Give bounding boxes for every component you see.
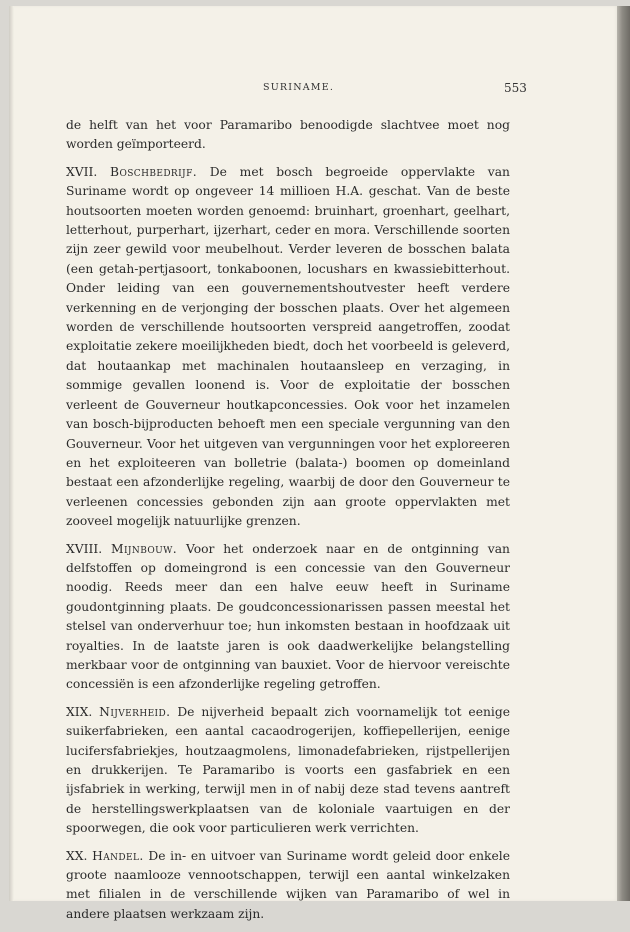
section-heading: Nijverheid.	[99, 704, 171, 719]
section-numeral: XX.	[66, 848, 88, 863]
page-header	[10, 82, 618, 98]
page-number: 553	[504, 81, 527, 95]
section-boschbedrijf	[66, 163, 510, 532]
section-numeral: XVII.	[66, 164, 98, 179]
paragraph-text: Voor het onderzoek naar en de ontginning van delfstoffen op domeingrond is een concessie van den Gouverneur noodig. Reeds meer dan een halve eeuw heeft in Suriname goudontginning plaats. De goudconcessionarissen passen meestal het stelsel van onderverhuur toe; hun inkomsten bestaan in hoofdzaak uit royalties. In de laatste jaren is ook daadwerkelijke belangstelling merkbaar voor de ontginning van bauxiet. Voor de hiervoor vereischte concessiën is een afzonderlijke regeling getroffen.	[66, 541, 510, 692]
section-nijverheid	[66, 703, 510, 839]
section-heading: Mijnbouw.	[110, 541, 178, 556]
section-mijnbouw	[66, 540, 510, 695]
section-heading: Boschbedrijf.	[110, 164, 198, 179]
section-heading: Handel.	[92, 848, 144, 863]
section-handel	[66, 847, 510, 925]
page-gutter	[9, 6, 14, 901]
paragraph-text: De met bosch begroeide oppervlakte van Suriname wordt op ongeveer 14 millioen H.A. geschat. Van de beste houtsoorten moeten worden genoemd: bruinhart, groenhart, geelhart, letterhout, purperhart, ijzerhart, ceder en mora. Verschillende soorten zijn zeer gewild voor meubelhout. Verder leveren de bosschen balata (een getah-pertjasoort, tonkaboonen, locushars en kwassiebitterhout. Onder leiding van een gouvernementshoutvester heeft verdere verkenning en de verjonging der bosschen plaats. Over het algemeen worden de verschillende houtsoorten verspreid aangetroffen, zoodat exploitatie zekere moeilijkheden biedt, doch het voorbeeld is geleverd, dat houtaankap met machinalen houtaansleep en verzaging, in sommige gevallen loonend is. Voor de exploitatie der bosschen verleent de Gouverneur houtkapconcessies. Ook voor het inzamelen van bosch-bijproducten behoeft men een speciale vergunning van den Gouverneur. Voor het uitgeven van vergunningen voor het exploreeren en het exploiteeren van bolletrie (balata-) boomen op domeinland bestaat een afzonderlijke regeling, waarbij de door den Gouverneur te verleenen concessies gebonden zijn aan groote oppervlakten met zooveel mogelijk natuurlijke grenzen.	[66, 164, 510, 529]
running-title: SURINAME.	[263, 82, 335, 93]
paragraph-text: De nijverheid bepaalt zich voornamelijk tot eenige suikerfabrieken, een aantal cacaodrogerijen, koffiepellerijen, eenige lucifersfabriekjes, houtzaagmolens, limonadefabrieken, rijstpellerijen en drukkerijen. Te Paramaribo is voorts een gasfabriek en een ijsfabriek in werking, terwijl men in of nabij deze stad tevens aantreft de herstellingswerkplaatsen van de koloniale vaartuigen en der spoorwegen, die ook voor particulieren werk verrichten.	[66, 704, 510, 836]
section-numeral: XIX.	[66, 704, 93, 719]
book-page	[9, 6, 618, 921]
page-edge	[617, 6, 630, 901]
paragraph-continuation	[66, 116, 510, 155]
paragraph-text: de helft van het voor Paramaribo benoodigde slachtvee moet nog worden geïmporteerd.	[66, 118, 510, 152]
section-numeral: XVIII.	[66, 541, 103, 556]
paragraph-text: De in- en uitvoer van Suriname wordt geleid door enkele groote naamlooze vennootschappen, terwijl een aantal winkelzaken met filialen in de verschillende wijken van Paramaribo of wel in andere plaatsen werkzaam zijn.	[66, 848, 510, 921]
body-text	[66, 116, 510, 932]
